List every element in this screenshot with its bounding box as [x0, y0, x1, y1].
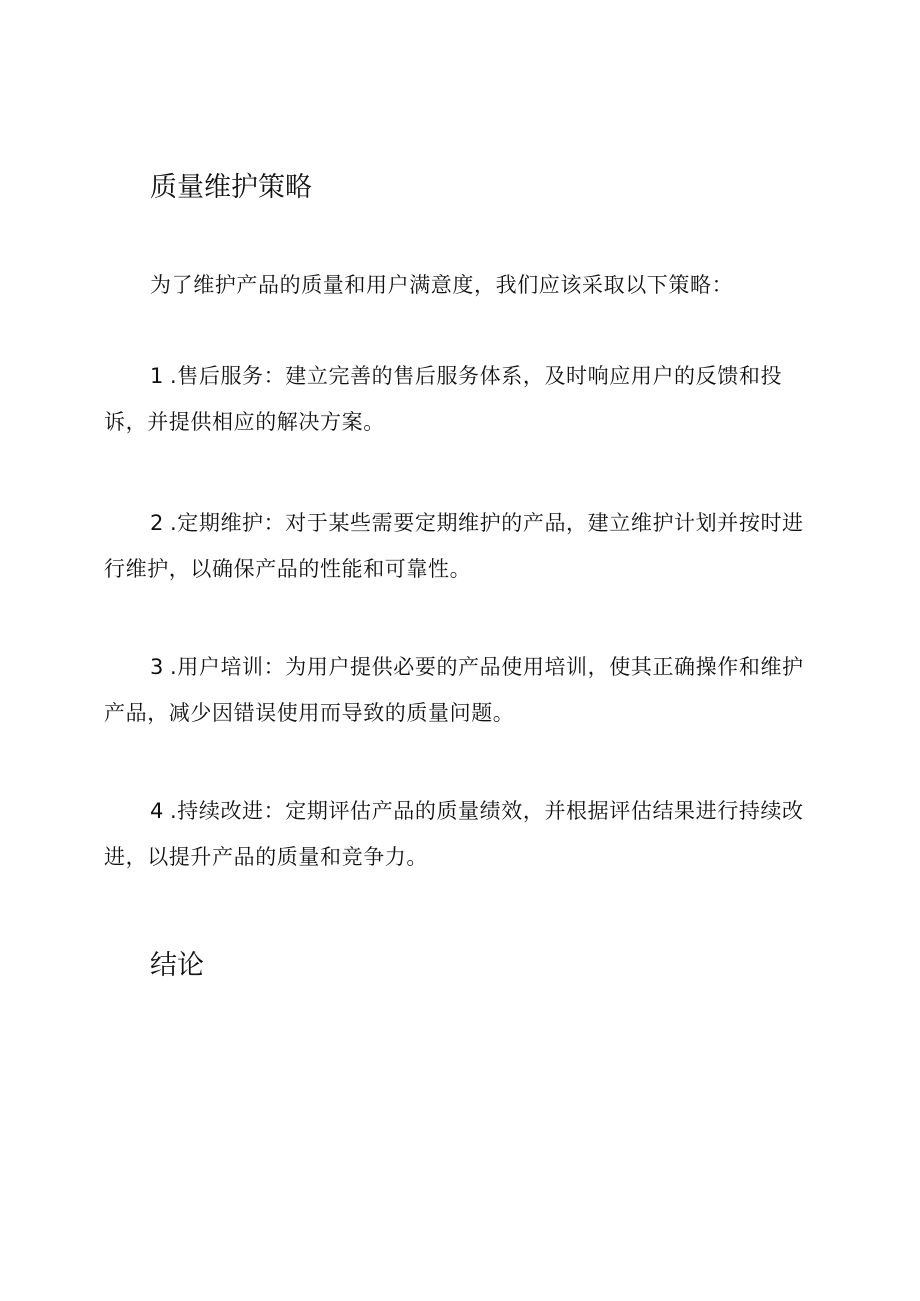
- list-item-text: .用户培训：为用户提供必要的产品使用培训，使其正确操作和维护产品，减少因错误使用而导致的质量问题。: [104, 655, 804, 725]
- list-item-after-sales: [104, 353, 816, 445]
- list-item-text: .售后服务：建立完善的售后服务体系，及时响应用户的反馈和投诉，并提供相应的解决方案。: [104, 364, 783, 434]
- list-item-number: 3: [150, 655, 164, 679]
- list-item-number: 1: [150, 364, 164, 388]
- intro-paragraph: 为了维护产品的质量和用户满意度，我们应该采取以下策略：: [150, 273, 734, 297]
- list-item-text: .持续改进：定期评估产品的质量绩效，并根据评估结果进行持续改进，以提升产品的质量和竞争力。: [104, 799, 804, 869]
- list-item-number: 4: [150, 799, 164, 823]
- list-item-user-training: [104, 644, 816, 736]
- list-item-continuous-improvement: [104, 788, 816, 880]
- list-item-number: 2: [150, 511, 164, 535]
- section-heading-conclusion: 结论: [150, 950, 204, 981]
- list-item-regular-maintenance: [104, 500, 816, 592]
- list-item-text: .定期维护：对于某些需要定期维护的产品，建立维护计划并按时进行维护，以确保产品的性能和可靠性。: [104, 511, 804, 581]
- section-heading-quality-maintenance: 质量维护策略: [150, 172, 312, 203]
